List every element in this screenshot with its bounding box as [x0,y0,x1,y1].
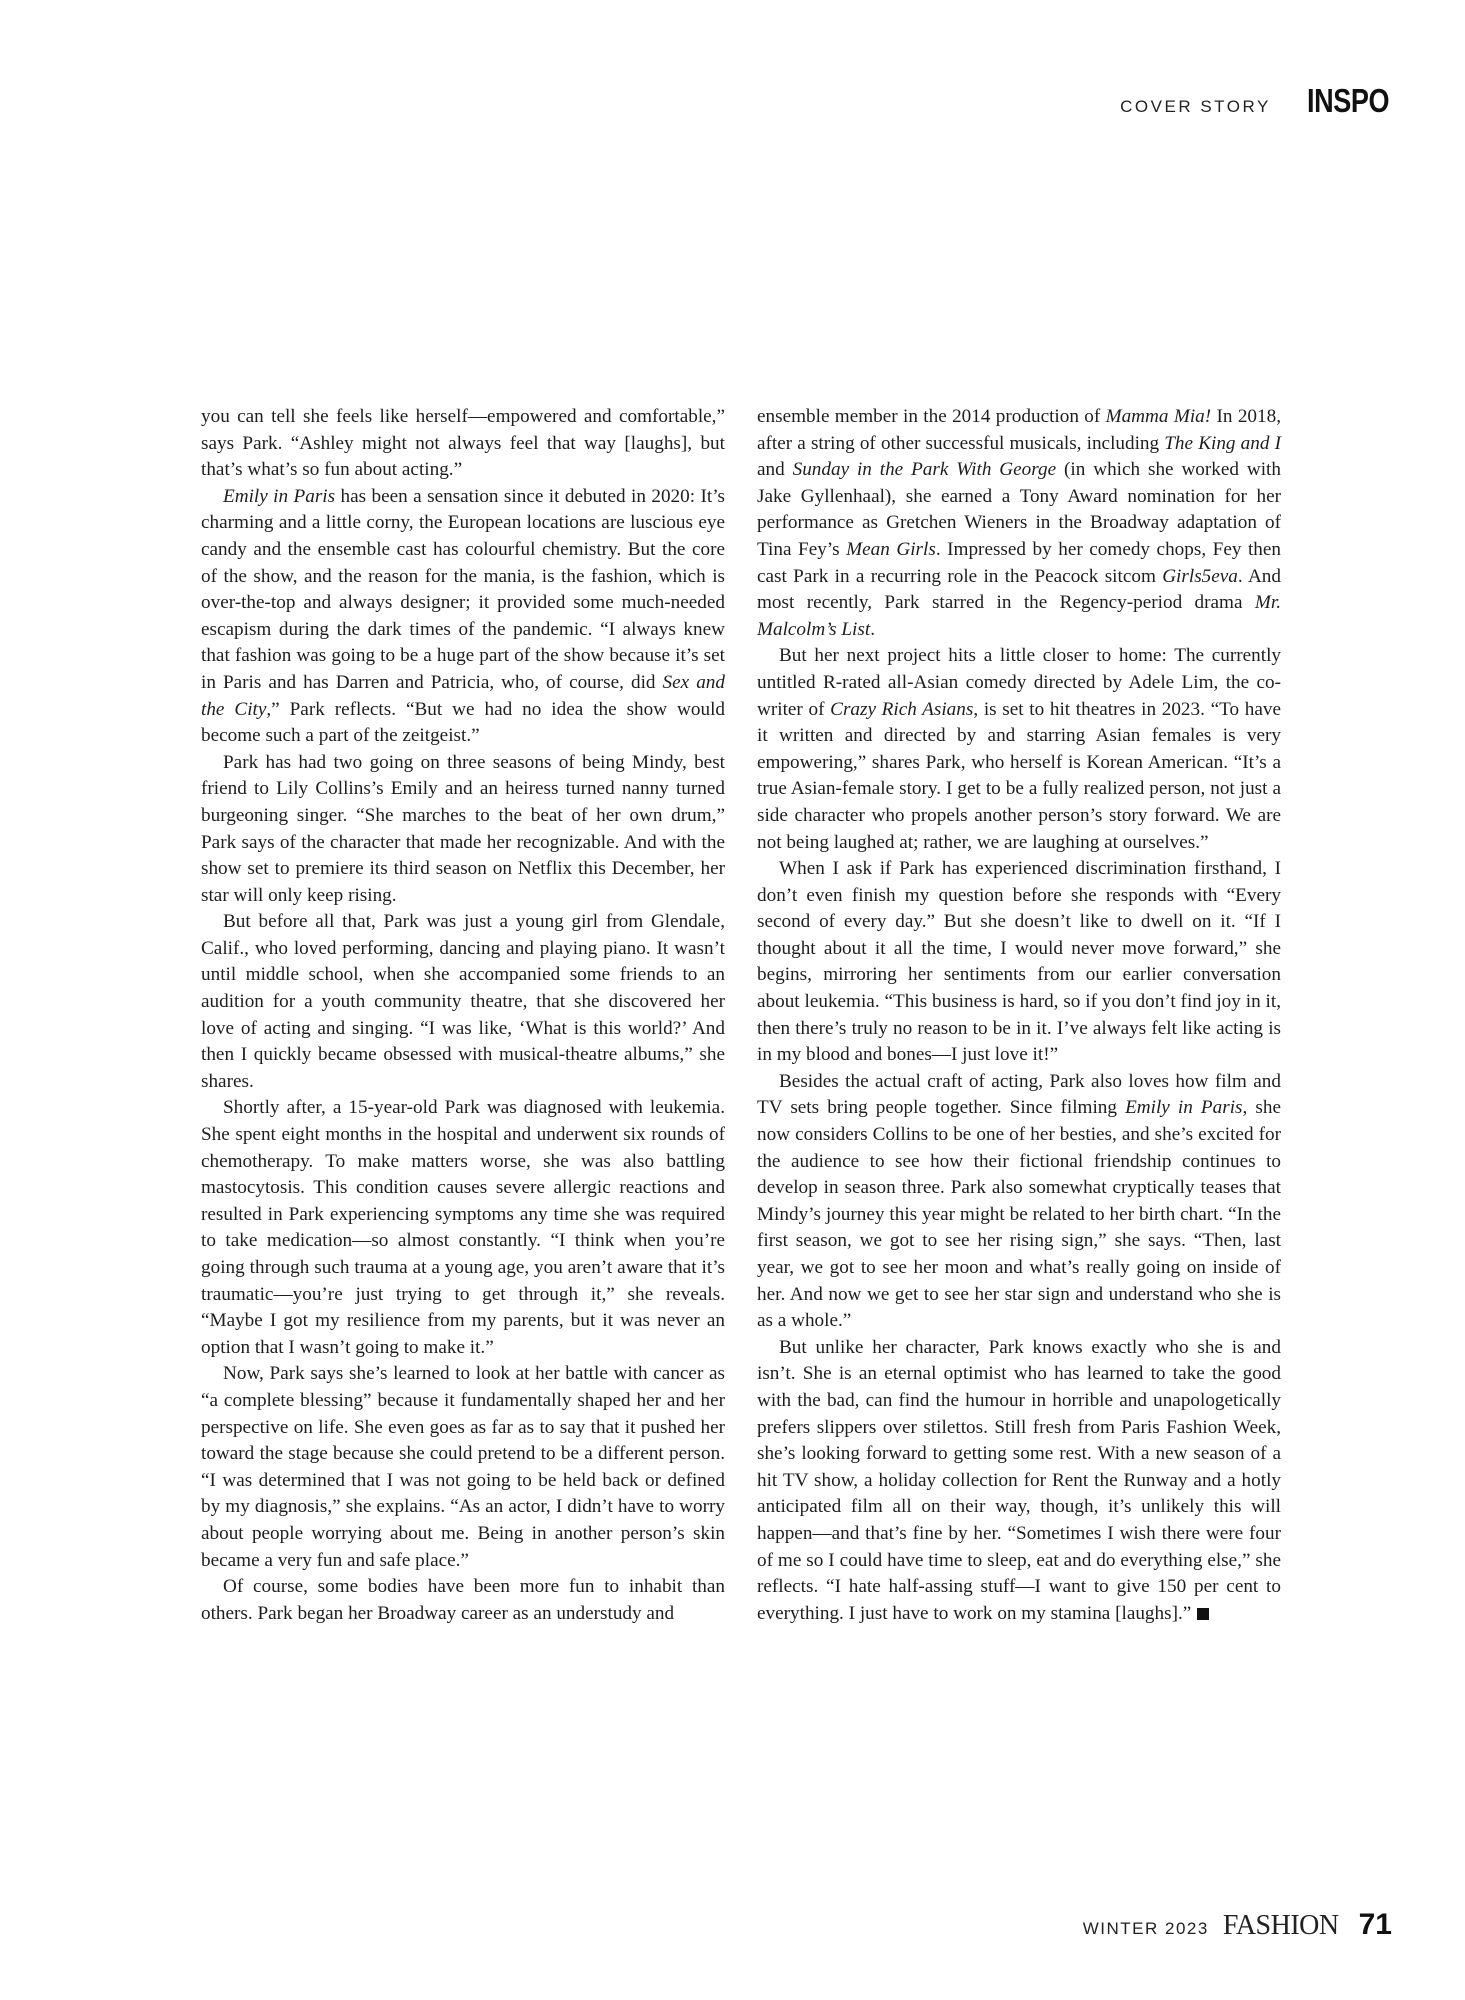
paragraph: But unlike her character, Park knows exactly who she is and isn’t. She is an eternal optimist who has learned to take the good with the bad, can find the humour in horrible and unapologetically prefers slippers over stilettos. Still fresh from Paris Fashion Week, she’s looking forward to getting some rest. With a new season of a hit TV show, a holiday collection for Rent the Runway and a hotly anticipated film all on their way, though, it’s unlikely this will happen—and that’s fine by her. “Sometimes I wish there were four of me so I could have time to sleep, eat and do everything else,” she reflects. “I hate half-assing stuff—I want to give 150 per cent to everything. I just have to work on my stamina [laughs].” [757,1336,1281,1624]
paragraph: But her next project hits a little closer to home: The currently untitled R-rated all-Asian comedy directed by Adele Lim, the co-writer of Crazy Rich Asians, is set to hit theatres in 2023. “To have it written and directed by and starring Asian females is very empowering,” shares Park, who herself is Korean American. “It’s a true Asian-female story. I get to be a fully realized person, not just a side character who propels another person’s story forward. We are not being laughed at; rather, we are laughing at ourselves.” [757,645,1281,853]
paragraph: Now, Park says she’s learned to look at her battle with cancer as “a complete blessing” because it fundamentally shaped her and her perspective on life. She even goes as far as to say that it pushed her toward the stage because she could pretend to be a different person. “I was determined that I was not going to be held back or defined by my diagnosis,” she explains. “As an actor, I didn’t have to worry about people worrying about me. Being in another person’s skin became a very fun and safe place.” [201,1363,725,1571]
end-mark-icon [1197,1608,1209,1620]
article-column-right [757,404,1281,1627]
paragraph: Of course, some bodies have been more fun to inhabit than others. Park began her Broadway career as an understudy and [201,1576,725,1624]
running-head [1120,82,1389,120]
italic-title: Emily in Paris [223,485,336,507]
page-footer [1083,1908,1392,1942]
italic-title: Sex and the City [201,671,725,720]
article-body [201,404,1281,1627]
section-title: INSPO [1306,82,1389,119]
page-number: 71 [1358,1908,1392,1941]
issue-label: WINTER 2023 [1082,1919,1209,1938]
paragraph: Park has had two going on three seasons of being Mindy, best friend to Lily Collins’s Emily and an heiress turned nanny turned burgeoning singer. “She marches to the beat of her own drum,” Park says of the character that made her recognizable. And with the show set to premiere its third season on Netflix this December, her star will only keep rising. [201,751,725,906]
paragraph: you can tell she feels like herself—empowered and comfortable,” says Park. “Ashley might not always feel that way [laughs], but that’s what’s so fun about acting.” [201,406,725,481]
paragraph: Shortly after, a 15-year-old Park was diagnosed with leukemia. She spent eight months in the hospital and underwent six rounds of chemotherapy. To make matters worse, she was also battling mastocytosis. This condition causes severe allergic reactions and resulted in Park experiencing symptoms any time she was required to take medication—so almost constantly. “I think when you’re going through such trauma at a young age, you aren’t aware that it’s traumatic—you’re just trying to get through it,” she reveals. “Maybe I got my resilience from my parents, but it was never an option that I wasn’t going to make it.” [201,1097,725,1358]
paragraph: When I ask if Park has experienced discrimination firsthand, I don’t even finish my question before she responds with “Every second of every day.” But she doesn’t like to dwell on it. “If I thought about it all the time, I would never move forward,” she begins, mirroring her sentiments from our earlier conversation about leukemia. “This business is hard, so if you don’t find joy in it, then there’s truly no reason to be in it. I’ve always felt like acting is in my blood and bones—I just love it!” [757,858,1281,1066]
paragraph: Emily in Paris has been a sensation since it debuted in 2020: It’s charming and a little corny, the European locations are luscious eye candy and the ensemble cast has colourful chemistry. But the core of the show, and the reason for the mania, is the fashion, which is over-the-top and always designer; it provided some much-needed escapism during the dark times of the pandemic. “I always knew that fashion was going to be a huge part of the show because it’s set in Paris and has Darren and Patricia, who, of course, did Sex and the City,” Park reflects. “But we had no idea the show would become such a part of the zeitgeist.” [201,485,725,747]
paragraph: Besides the actual craft of acting, Park also loves how film and TV sets bring people together. Since filming Emily in Paris, she now considers Collins to be one of her besties, and she’s excited for the audience to see how their fictional friendship continues to develop in season three. Park also somewhat cryptically teases that Mindy’s journey this year might be related to her birth chart. “In the first season, we got to see her rising sign,” she says. “Then, last year, we got to see her moon and what’s really going on inside of her. And now we get to see her star sign and understand who she is as a whole.” [757,1070,1281,1332]
paragraph: But before all that, Park was just a young girl from Glendale, Calif., who loved performing, dancing and playing piano. It wasn’t until middle school, when she accompanied some friends to an audition for a youth community theatre, that she discovered her love of acting and singing. “I was like, ‘What is this world?’ And then I quickly became obsessed with musical-theatre albums,” she shares. [201,911,725,1092]
paragraph: ensemble member in the 2014 production of Mamma Mia! In 2018, after a string of other successful musicals, including The King and I and Sunday in the Park With George (in which she worked with Jake Gyllenhaal), she earned a Tony Award nomination for her performance as Gretchen Wieners in the Broadway adaptation of Tina Fey’s Mean Girls. Impressed by her comedy chops, Fey then cast Park in a recurring role in the Peacock sitcom Girls5eva. And most recently, Park starred in the Regency-period drama Mr. Malcolm’s List. [757,406,1281,640]
section-label: COVER STORY [1120,97,1271,116]
magazine-logo: FASHION [1222,1910,1339,1941]
article-column-left [201,404,725,1627]
